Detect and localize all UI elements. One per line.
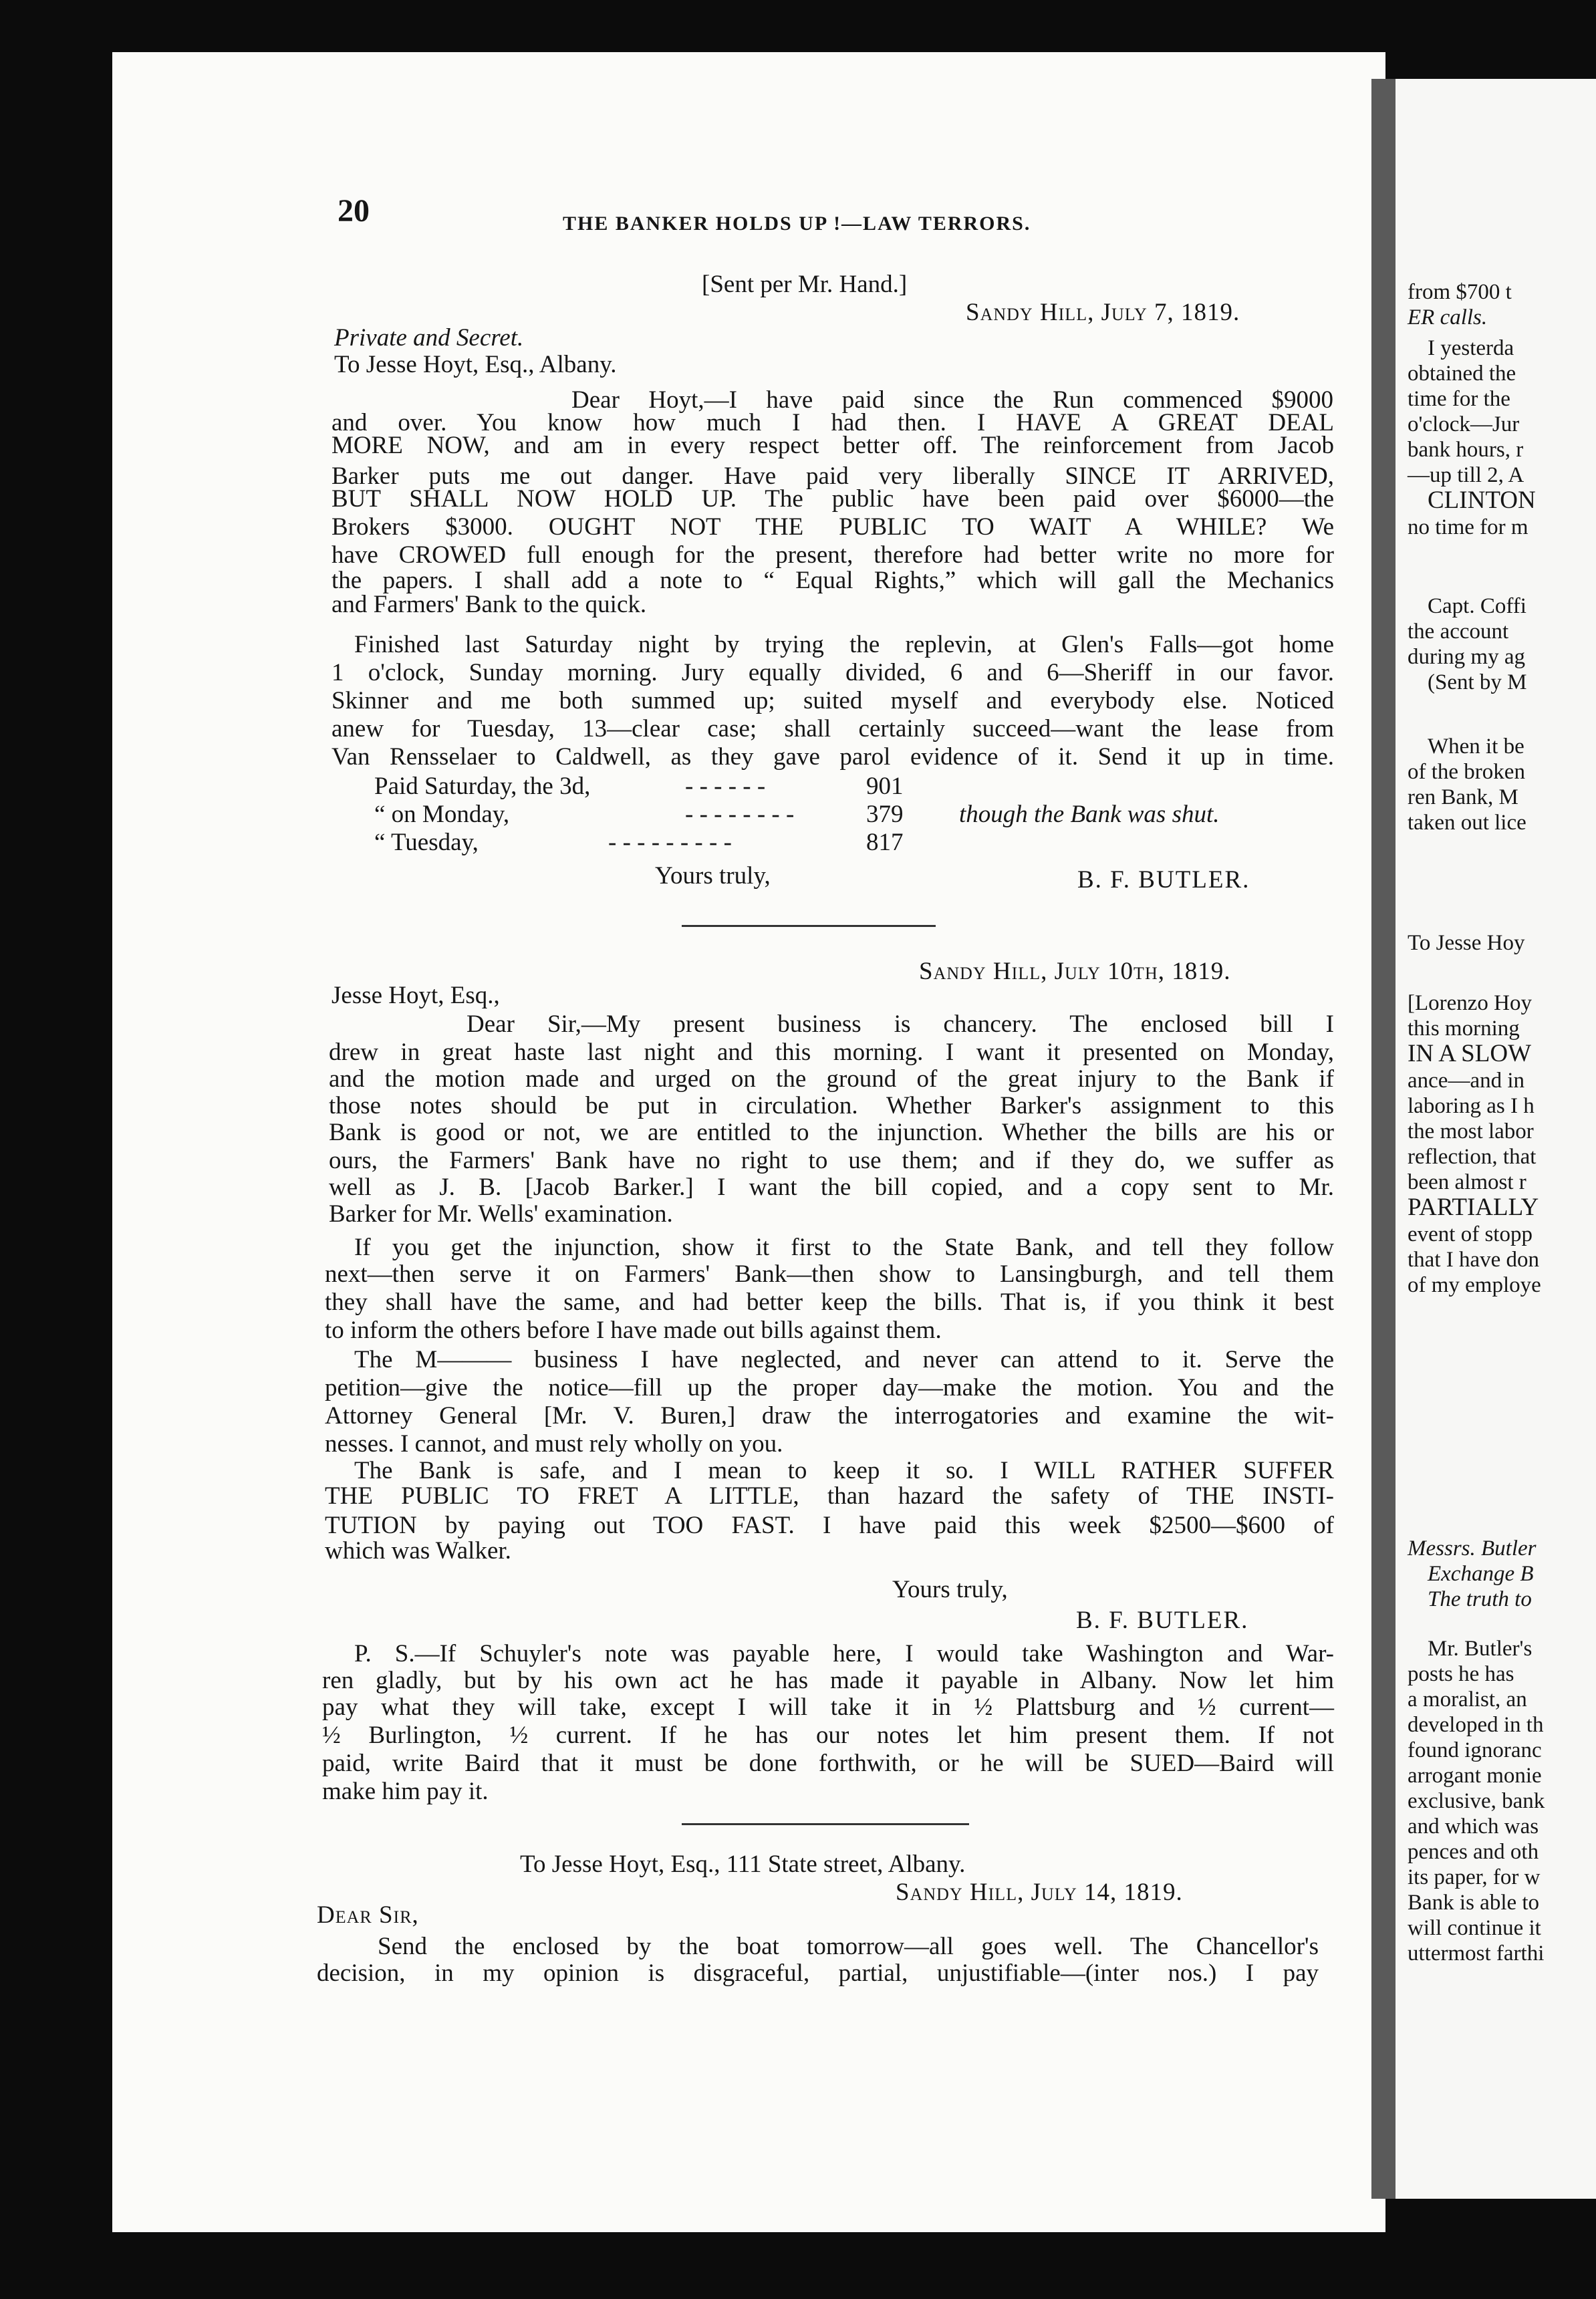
right-page-line: —up till 2, A bbox=[1408, 463, 1524, 487]
right-page-line: that I have don bbox=[1408, 1248, 1540, 1272]
letter1-line: Brokers $3000. OUGHT NOT THE PUBLIC TO WAIT A WHILE? We bbox=[331, 513, 1334, 541]
letter2-closing: Yours truly, bbox=[892, 1576, 1008, 1603]
right-page-line: uttermost farthi bbox=[1408, 1941, 1545, 1966]
right-page-line: the account bbox=[1408, 620, 1509, 644]
right-page-line: developed in th bbox=[1408, 1713, 1544, 1737]
letter3-address: To Jesse Hoyt, Esq., 111 State street, Albany. bbox=[520, 1851, 966, 1878]
letter1-line: 1 o'clock, Sunday morning. Jury equally divided, 6 and 6—Sheriff in our favor. bbox=[331, 659, 1334, 686]
payment-note: though the Bank was shut. bbox=[959, 801, 1220, 828]
letter1-line: BUT SHALL NOW HOLD UP. The public have been paid over $6000—the bbox=[331, 485, 1334, 513]
payment-label: “ Tuesday, bbox=[374, 829, 479, 856]
letter3-line: Send the enclosed by the boat tomorrow—all goes well. The Chancellor's bbox=[378, 1933, 1319, 1960]
letter2-line: The Bank is safe, and I mean to keep it so. I WILL RATHER SUFFER bbox=[354, 1457, 1334, 1484]
page-number: 20 bbox=[338, 193, 370, 229]
letter1-line: Van Rensselaer to Caldwell, as they gave parol evidence of it. Send it up in time. bbox=[331, 743, 1334, 771]
right-page-line: Messrs. Butler bbox=[1408, 1536, 1537, 1561]
letter2-line: THE PUBLIC TO FRET A LITTLE, than hazard the safety of THE INSTI- bbox=[325, 1482, 1334, 1510]
letter2-line: well as J. B. [Jacob Barker.] I want the bill copied, and a copy sent to Mr. bbox=[329, 1174, 1334, 1201]
letter2-address: Jesse Hoyt, Esq., bbox=[331, 982, 500, 1009]
right-page-line: during my ag bbox=[1408, 645, 1525, 669]
right-page-line: bank hours, r bbox=[1408, 438, 1524, 462]
letter2-line: Attorney General [Mr. V. Buren,] draw the interrogatories and examine the wit- bbox=[325, 1402, 1334, 1430]
postscript-line: pay what they will take, except I will take it in ½ Plattsburg and ½ current— bbox=[322, 1694, 1334, 1721]
letter3-line: decision, in my opinion is disgraceful, partial, unjustifiable—(inter nos.) I pay bbox=[317, 1959, 1319, 1987]
payment-amount: 379 bbox=[866, 801, 904, 828]
letter2-line: they shall have the same, and had better keep the bills. That is, if you think it best bbox=[325, 1289, 1334, 1316]
letter1-line: and over. You know how much I had then. I HAVE A GREAT DEAL bbox=[331, 409, 1334, 436]
right-page-line: arrogant monie bbox=[1408, 1764, 1542, 1788]
right-page-line: exclusive, bank bbox=[1408, 1789, 1545, 1813]
letter2-line: and the motion made and urged on the ground of the great injury to the Bank if bbox=[329, 1065, 1334, 1093]
right-page-line: o'clock—Jur bbox=[1408, 412, 1520, 436]
right-page-line: PARTIALLY bbox=[1408, 1194, 1539, 1221]
right-page-line: Capt. Coffi bbox=[1428, 594, 1526, 618]
letter1-line: anew for Tuesday, 13—clear case; shall certainly succeed—want the lease from bbox=[331, 715, 1334, 742]
right-page-line: Bank is able to bbox=[1408, 1891, 1540, 1915]
right-page-line: laboring as I h bbox=[1408, 1094, 1535, 1118]
right-page-line: been almost r bbox=[1408, 1170, 1526, 1194]
letter1-place-date: Sandy Hill, July 7, 1819. bbox=[966, 299, 1240, 326]
letter1-line: have CROWED full enough for the present, therefore had better write no more for bbox=[331, 541, 1334, 569]
letter3-place-date: Sandy Hill, July 14, 1819. bbox=[896, 1879, 1183, 1906]
postscript-line: ½ Burlington, ½ current. If he has our notes let him present them. If not bbox=[322, 1722, 1334, 1749]
postscript-line: make him pay it. bbox=[322, 1778, 489, 1805]
payment-dashes: - - - - - - bbox=[685, 773, 766, 800]
right-page-line: and which was bbox=[1408, 1814, 1539, 1839]
right-page-line: obtained the bbox=[1408, 362, 1516, 386]
right-page-line: event of stopp bbox=[1408, 1222, 1533, 1246]
letter1-line: Finished last Saturday night by trying the replevin, at Glen's Falls—got home bbox=[354, 631, 1334, 658]
right-page-line: Exchange B bbox=[1428, 1562, 1534, 1586]
letter2-signature: B. F. BUTLER. bbox=[1076, 1607, 1249, 1634]
letter2-line: to inform the others before I have made out bills against them. bbox=[325, 1317, 942, 1344]
letter2-line: Bank is good or not, we are entitled to the injunction. Whether the bills are his or bbox=[329, 1119, 1334, 1146]
letter1-address: To Jesse Hoyt, Esq., Albany. bbox=[334, 351, 617, 378]
payment-amount: 817 bbox=[866, 829, 904, 856]
letter1-line: Dear Hoyt,—I have paid since the Run commenced $9000 bbox=[571, 386, 1333, 414]
letter2-place-date: Sandy Hill, July 10th, 1819. bbox=[919, 958, 1231, 985]
postscript-line: ren gladly, but by his own act he has made it payable in Albany. Now let him bbox=[322, 1667, 1334, 1694]
right-page-line: When it be bbox=[1428, 734, 1524, 759]
payment-dashes: - - - - - - - - bbox=[685, 801, 795, 828]
letter2-line: next—then serve it on Farmers' Bank—then show to Lansingburgh, and tell them bbox=[325, 1260, 1334, 1288]
right-page bbox=[1395, 79, 1596, 2199]
right-page-line: The truth to bbox=[1428, 1587, 1532, 1611]
letter3-salutation: Dear Sir, bbox=[317, 1901, 419, 1929]
letter1-line: Barker puts me out danger. Have paid very liberally SINCE IT ARRIVED, bbox=[331, 462, 1334, 490]
private-note: Private and Secret. bbox=[334, 324, 524, 352]
right-page-line: posts he has bbox=[1408, 1662, 1514, 1686]
running-head: THE BANKER HOLDS UP !—LAW TERRORS. bbox=[563, 213, 1031, 235]
letter1-line: Skinner and me both summed up; suited myself and everybody else. Noticed bbox=[331, 687, 1334, 714]
right-page-line: taken out lice bbox=[1408, 811, 1526, 835]
right-page-line: from $700 t bbox=[1408, 280, 1512, 304]
letter1-line: MORE NOW, and am in every respect better off. The reinforcement from Jacob bbox=[331, 432, 1334, 459]
payment-amount: 901 bbox=[866, 773, 904, 800]
letter2-line: The M——— business I have neglected, and never can attend to it. Serve the bbox=[354, 1346, 1334, 1373]
right-page-line: of my employe bbox=[1408, 1273, 1541, 1297]
right-page-line: time for the bbox=[1408, 387, 1510, 411]
right-page-line: will continue it bbox=[1408, 1916, 1541, 1940]
postscript-line: P. S.—If Schuyler's note was payable here, I would take Washington and War- bbox=[354, 1640, 1334, 1667]
right-page-line: (Sent by M bbox=[1428, 670, 1527, 694]
letter1-signature: B. F. BUTLER. bbox=[1077, 866, 1250, 894]
right-page-line: CLINTON bbox=[1428, 487, 1536, 514]
right-page-line: found ignoranc bbox=[1408, 1738, 1542, 1762]
sent-by-note: [Sent per Mr. Hand.] bbox=[702, 271, 908, 298]
postscript-line: paid, write Baird that it must be done forthwith, or he will be SUED—Baird will bbox=[322, 1750, 1334, 1777]
right-page-line: To Jesse Hoy bbox=[1408, 931, 1525, 955]
letter2-line: TUTION by paying out TOO FAST. I have paid this week $2500—$600 of bbox=[325, 1512, 1334, 1539]
payment-label: “ on Monday, bbox=[374, 801, 510, 828]
letter2-line: those notes should be put in circulation. Whether Barker's assignment to this bbox=[329, 1092, 1334, 1119]
right-page-line: no time for m bbox=[1408, 515, 1528, 539]
letter2-line: Dear Sir,—My present business is chancery. The enclosed bill I bbox=[467, 1010, 1334, 1038]
right-page-line: reflection, that bbox=[1408, 1145, 1537, 1169]
right-page-line: this morning bbox=[1408, 1017, 1520, 1041]
right-page-line: Mr. Butler's bbox=[1428, 1637, 1533, 1661]
right-page-line: ren Bank, M bbox=[1408, 785, 1518, 809]
letter1-line: and Farmers' Bank to the quick. bbox=[331, 591, 647, 618]
right-page-line: ance—and in bbox=[1408, 1069, 1525, 1093]
right-page-line: ER calls. bbox=[1408, 305, 1488, 329]
right-page-line: a moralist, an bbox=[1408, 1687, 1527, 1712]
letter2-line: drew in great haste last night and this morning. I want it presented on Monday, bbox=[329, 1039, 1334, 1066]
letter2-line: Barker for Mr. Wells' examination. bbox=[329, 1200, 673, 1228]
payment-dashes: - - - - - - - - - bbox=[608, 829, 732, 856]
right-page-line: [Lorenzo Hoy bbox=[1408, 991, 1533, 1015]
right-page-line: IN A SLOW bbox=[1408, 1040, 1531, 1067]
payment-label: Paid Saturday, the 3d, bbox=[374, 773, 591, 800]
letter2-line: which was Walker. bbox=[325, 1537, 511, 1565]
right-page-line: I yesterda bbox=[1428, 336, 1514, 360]
right-page-line: pences and oth bbox=[1408, 1840, 1539, 1864]
letter1-line: the papers. I shall add a note to “ Equal Rights,” which will gall the Mechanics bbox=[331, 567, 1334, 594]
letter2-line: ours, the Farmers' Bank have no right to use them; and if they do, we suffer as bbox=[329, 1147, 1334, 1174]
letter1-closing: Yours truly, bbox=[655, 862, 771, 890]
letter2-line: petition—give the notice—fill up the proper day—make the motion. You and the bbox=[325, 1374, 1334, 1401]
page-gutter bbox=[1371, 79, 1395, 2199]
right-page-line: its paper, for w bbox=[1408, 1865, 1541, 1889]
letter2-line: nesses. I cannot, and must rely wholly on you. bbox=[325, 1430, 783, 1458]
letter2-line: If you get the injunction, show it first to the State Bank, and tell they follow bbox=[354, 1234, 1334, 1261]
section-divider bbox=[682, 925, 936, 927]
right-page-line: of the broken bbox=[1408, 760, 1525, 784]
section-divider bbox=[682, 1823, 969, 1825]
right-page-line: the most labor bbox=[1408, 1119, 1534, 1143]
